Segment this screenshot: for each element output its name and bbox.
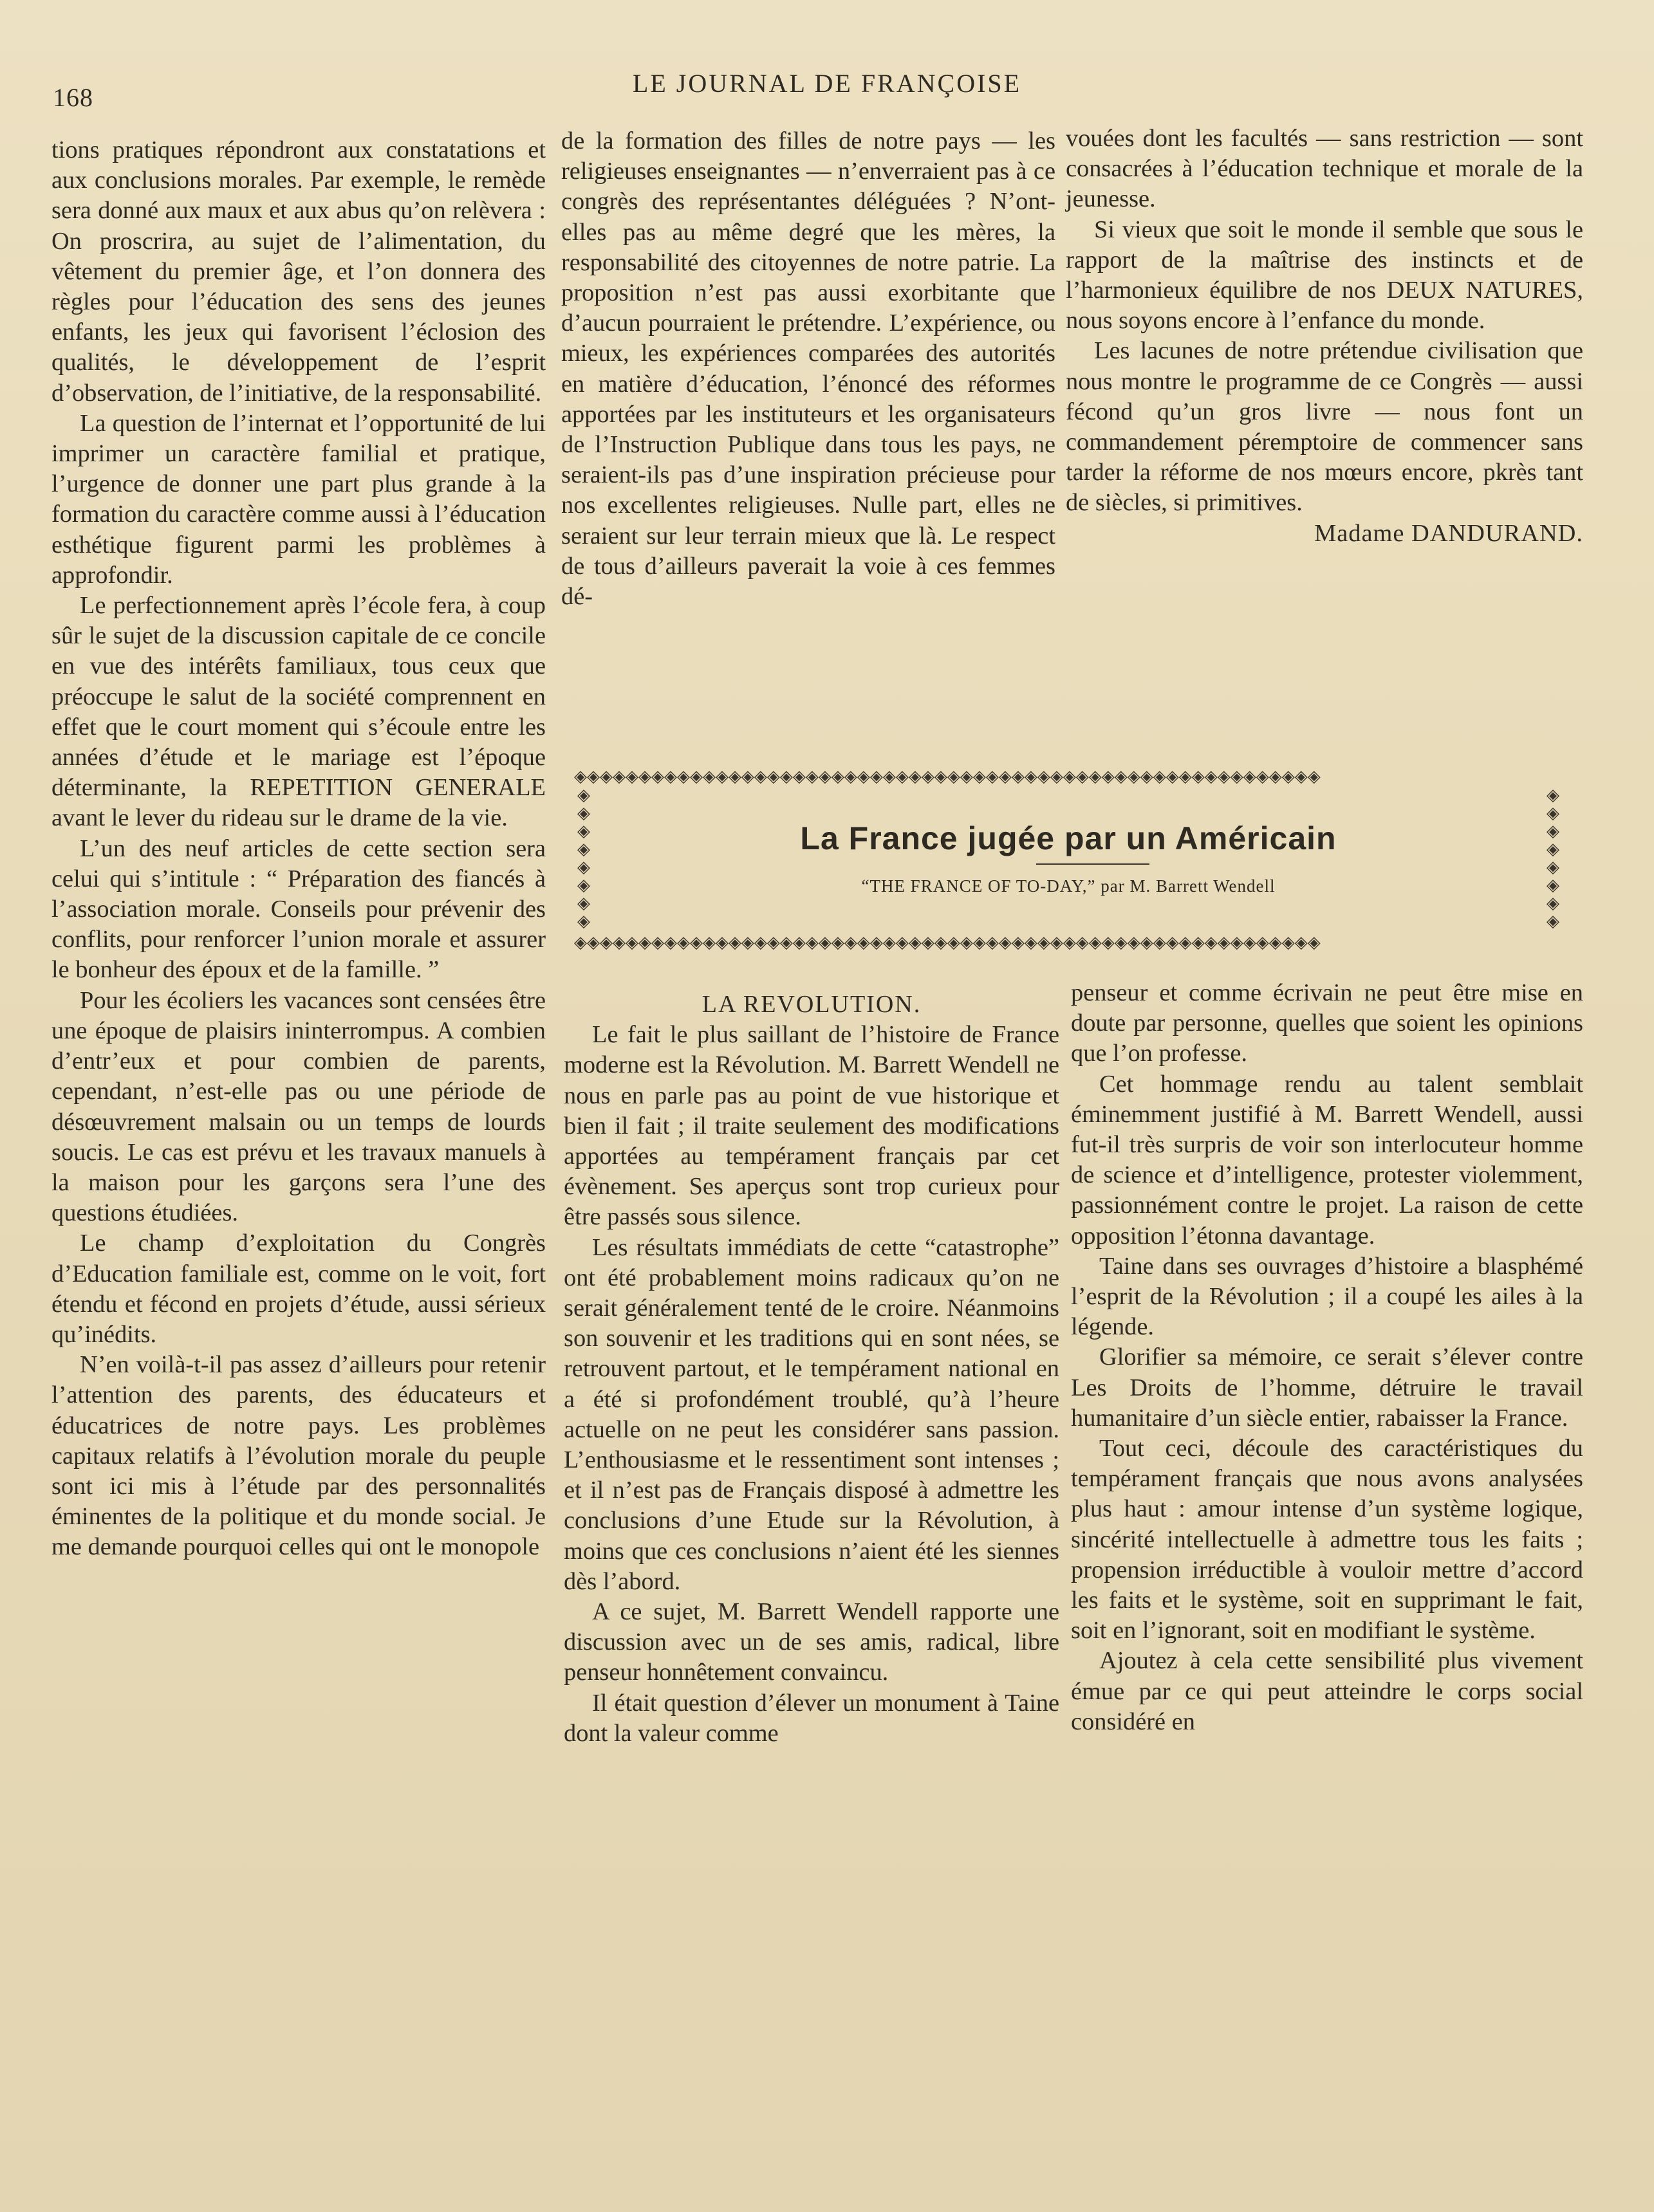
paragraph: La question de l’internat et l’opportunité de lui imprimer un caractère familial et pratique, l’urgence de donner une part plus grande à la formation du caractère comme aussi à l’éducation esthétique figurent parmi les problèmes à approfondir. [51,409,546,589]
paragraph: Le champ d’exploitation du Congrès d’Education familiale est, comme on le voit, fort étendu et fécond en projets d’étude, aussi sérieux qu’inédits. [51,1230,546,1348]
paragraph: Le perfectionnement après l’école fera, à coup sûr le sujet de la discussion capitale de ce concile en vue des intérêts familiaux, tous ceux que préoccupe le salut de la société comprennent en effet que le court moment qui s’écoule entre les années d’étude et le mariage est l’époque déterminante, la REPETITION GENERALE avant le lever du rideau sur le drame de la vie. [51,592,546,832]
paragraph: Ajoutez à cela cette sensibilité plus vivement émue par ce qui peut atteindre le corps social considéré en [1071,1647,1583,1735]
feature-title-box [574,767,1563,954]
diamond-border-left: ◈◈◈◈◈◈◈◈ [577,786,590,931]
article-title: La France jugée par un Américain [800,820,1337,856]
paragraph: N’en voilà-t-il pas assez d’ailleurs pour retenir l’attention des parents, des éducateurs et éducatrices de notre pays. Les problèmes capitaux relatifs à l’évolution morale du peuple sont ici mis à l’étude par des personnalités éminentes de la politique et du monde social. Je me demande pourquoi celles qui ont le monopole [51,1351,546,1561]
diamond-border-bottom: ◈◈◈◈◈◈◈◈◈◈◈◈◈◈◈◈◈◈◈◈◈◈◈◈◈◈◈◈◈◈◈◈◈◈◈◈◈◈◈◈◈◈◈◈◈◈◈◈◈◈◈◈◈◈◈◈◈◈ [574,933,1321,952]
paragraph: penseur et comme écrivain ne peut être mise en doute par personne, quelles que soient les opinions que l’on professe. [1071,979,1583,1067]
paragraph: vouées dont les facultés — sans restriction — sont consacrées à l’éducation technique et morale de la jeunesse. [1066,125,1583,213]
paragraph: Cet hommage rendu au talent semblait éminemment justifié à M. Barrett Wendell, aussi fut-il très surpris de voir son interlocuteur homme de science et d’intelligence, protester violemment, passionnément contre le projet. La raison de cette opposition l’étonna davantage. [1071,1070,1583,1249]
column-2 [561,126,1055,612]
paragraph: tions pratiques répondront aux constatations et aux conclusions morales. Par exemple, le remède sera donné aux maux et aux abus qu’on relèvera : On proscrira, au sujet de l’alimentation, du vêtement du premier âge, et l’on donnera des règles pour l’éducation des sens des jeunes enfants, les jeux qui favorisent l’éclosion des qualités, le développement de l’esprit d’observation, de l’initiative, de la responsabilité. [51,136,546,407]
page-number: 168 [53,83,93,112]
article-column-left [564,991,1059,1749]
section-heading: LA REVOLUTION. [702,991,922,1018]
diamond-border-right: ◈◈◈◈◈◈◈◈ [1547,786,1559,931]
paragraph: A ce sujet, M. Barrett Wendell rapporte une discussion avec un de ses amis, radical, libre penseur honnêtement convaincu. [564,1598,1059,1686]
paragraph: Le fait le plus saillant de l’histoire de France moderne est la Révolution. M. Barrett Wendell ne nous en parle pas au point de vue historique et bien il fait ; il traite seulement des modifications apportées au tempérament français par cet évènement. Ses aperçus sont trop curieux pour être passés sous silence. [564,1021,1059,1231]
column-1 [51,135,546,1563]
column-3 [1066,124,1583,549]
running-title: LE JOURNAL DE FRANÇOISE [632,69,1022,98]
paragraph: Taine dans ses ouvrages d’histoire a blasphémé l’esprit de la Révolution ; il a coupé les ailes à la légende. [1071,1252,1583,1341]
article-subtitle: “THE FRANCE OF TO-DAY,” par M. Barrett Wendell [861,876,1276,896]
paragraph: Si vieux que soit le monde il semble que sous le rapport de la maîtrise des instincts et de l’harmonieux équilibre de nos DEUX NATURES, nous soyons encore à l’enfance du monde. [1066,216,1583,335]
article-column-right [1071,978,1583,1737]
paragraph: Glorifier sa mémoire, ce serait s’élever contre Les Droits de l’homme, détruire le travail humanitaire d’un siècle entier, rabaisser la France. [1071,1343,1583,1432]
signature: Madame DANDURAND. [1314,519,1583,547]
paragraph: de la formation des filles de notre pays — les religieuses enseignantes — n’enverraient pas à ce congrès des représentantes déléguées ? N’ont-elles pas au même degré que les mères, la responsabilité des citoyennes de notre patrie. La proposition n’est pas aussi exorbitante que d’aucun pourraient le prétendre. L’expérience, ou mieux, les expériences comparées des autorités en matière d’éducation, l’énoncé des réformes apportées par les instituteurs et les organisateurs de l’Instruction Publique dans tous les pays, ne seraient-ils pas d’une inspiration précieuse pour nos excellentes religieuses. Nulle part, elles ne seraient sur leur terrain mieux que là. Le respect de tous d’ailleurs paverait la voie à ces femmes dé- [561,127,1055,611]
paragraph: L’un des neuf articles de cette section sera celui qui s’intitule : “ Préparation des fiancés à l’association morale. Conseils pour prévenir des conflits, pour renforcer l’union morale et assurer le bonheur des époux et de la famille. ” [51,834,546,984]
paragraph: Les résultats immédiats de cette “catastrophe” ont été probablement moins radicaux qu’on ne serait généralement tenté de le croire. Néanmoins son souvenir et les traditions qui en sont nées, se retrouvent partout, et le tempérament national en a été si profondément troublé, qu’à l’heure actuelle on ne peut les considérer sans passion. L’enthousiasme et le ressentiment sont intenses ; et il n’est pas de Français disposé à admettre les conclusions d’une Etude sur la Révolution, à moins que ces conclusions n’aient été les siennes dès l’abord. [564,1233,1059,1595]
paragraph: Tout ceci, découle des caractéristiques du tempérament français que nous avons analysées plus haut : amour intense d’un système logique, sincérité intellectuelle à admettre tous les faits ; propension irréductible à vouloir mettre d’accord les faits et le système, soit en supprimant le fait, soit en l’ignorant, soit en modifiant le système. [1071,1435,1583,1645]
diamond-border-top: ◈◈◈◈◈◈◈◈◈◈◈◈◈◈◈◈◈◈◈◈◈◈◈◈◈◈◈◈◈◈◈◈◈◈◈◈◈◈◈◈◈◈◈◈◈◈◈◈◈◈◈◈◈◈◈◈◈◈ [574,767,1321,786]
paragraph: Pour les écoliers les vacances sont censées être une époque de plaisirs ininterrompus. A combien d’entr’eux et pour combien de parents, cependant, n’est-elle pas ou une période de désœuvrement malsain ou un temps de lourds soucis. Le cas est prévu et les travaux manuels à la maison pour les garçons sera l’une des questions étudiées. [51,986,546,1227]
paragraph: Il était question d’élever un monument à Taine dont la valeur comme [564,1689,1059,1747]
paragraph: Les lacunes de notre prétendue civilisation que nous montre le programme de ce Congrès — aussi fécond qu’un gros livre — nous font un commandement péremptoire de commencer sans tarder la réforme de nos mœurs encore, pkrès tant de siècles, si primitives. [1066,337,1583,517]
title-rule [1036,863,1149,865]
